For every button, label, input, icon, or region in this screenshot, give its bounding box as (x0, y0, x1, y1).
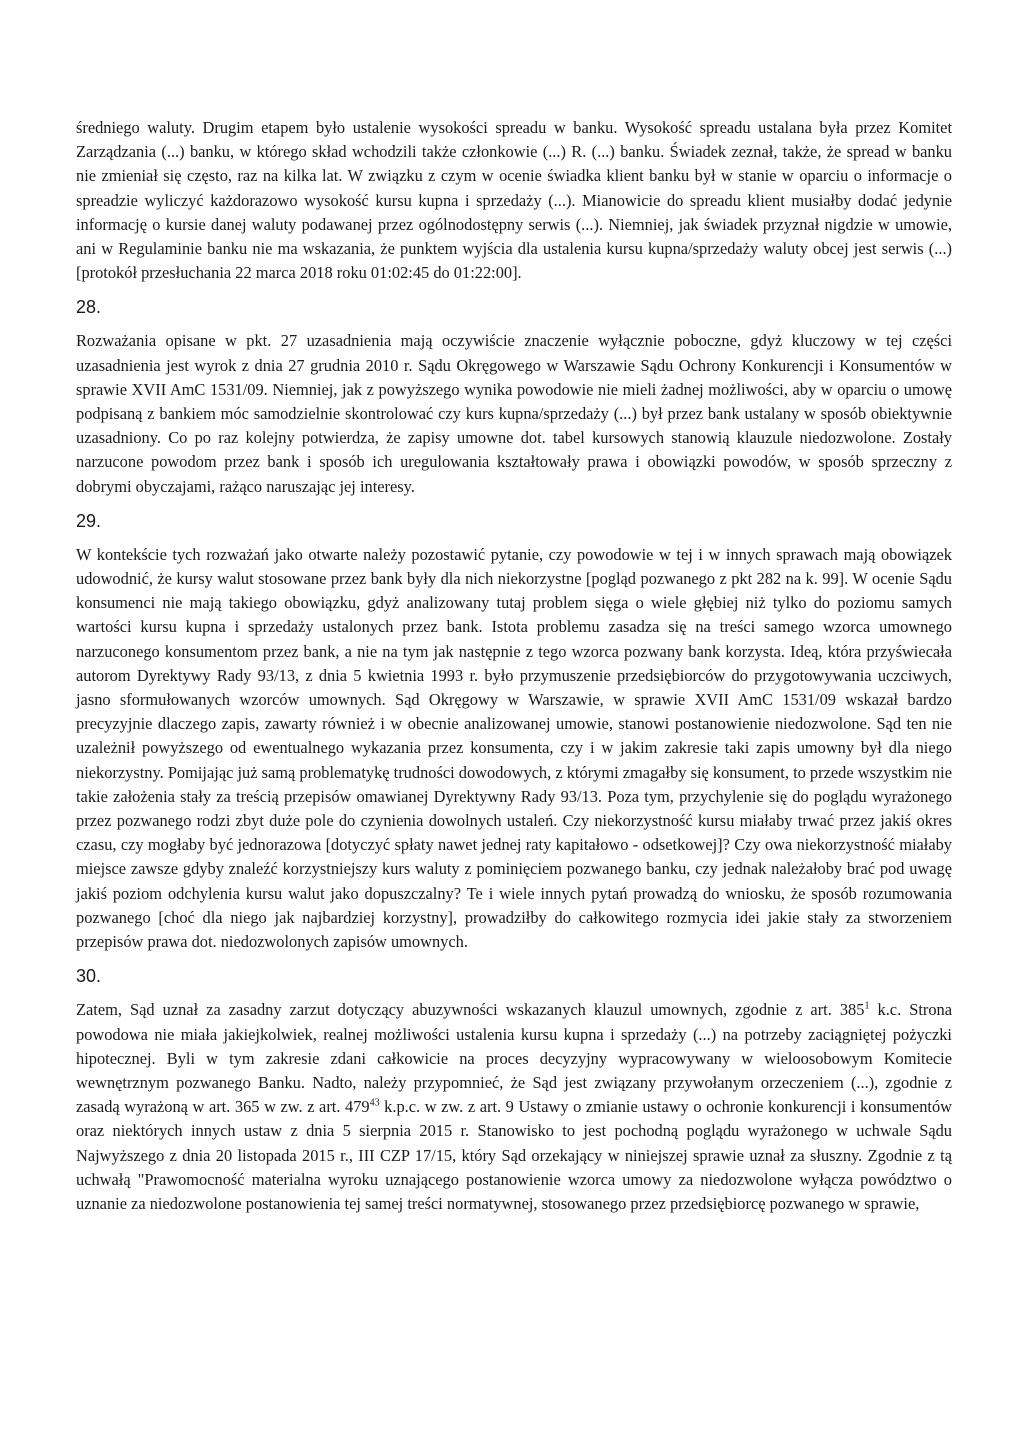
section-30-paragraph (76, 998, 952, 1216)
footnote-superscript-1: 1 (864, 1000, 870, 1012)
section-number-28: 28. (76, 297, 102, 318)
footnote-superscript-43: 43 (369, 1097, 380, 1109)
section-28-paragraph: Rozważania opisane w pkt. 27 uzasadnienia mają oczywiście znaczenie wyłącznie poboczne, gdyż kluczowy w tej części uzasadnienia jest wyrok z dnia 27 grudnia 2010 r. Sądu Okręgowego w Warszawie Sądu Ochrony Konkurencji i Konsumentów w sprawie XVII AmC 1531/09. Niemniej, jak z powyższego wynika powodowie nie mieli żadnej możliwości, aby w oparciu o umowę podpisaną z bankiem móc samodzielnie skontrolować czy kurs kupna/sprzedaży (...) był przez bank ustalany w sposób obiektywnie uzasadniony. Co po raz kolejny potwierdza, że zapisy umowne dot. tabel kursowych stanowią klauzule niedozwolone. Zostały narzucone powodom przez bank i sposób ich uregulowania kształtowały prawa i obowiązki powodów, w sposób sprzeczny z dobrymi obyczajami, rażąco naruszając jej interesy. (76, 331, 952, 496)
section-30-text-part-2: k.c. Strona powodowa nie miała jakiejkolwiek, realnej możliwości ustalenia kursu kupna i sprzedaży (...) na potrzeby zaciągniętej pożyczki hipotecznej. Byli w tym zakresie zdani całkowicie na proces decyzyjny wypracowywany w wieloosobowym Komitecie wewnętrznym pozwanego Banku. Nadto, należy przypomnieć, że Sąd jest związany przywołanym orzeczeniem (...), zgodnie z zasadą wyrażoną w art. 365 w zw. z art. 479 (76, 1000, 952, 1117)
section-number-30: 30. (76, 966, 102, 987)
section-30-text-part-1: Zatem, Sąd uznał za zasadny zarzut dotyczący abuzywności wskazanych klauzul umownych, zgodnie z art. 385 (76, 1000, 865, 1020)
section-29-paragraph: W kontekście tych rozważań jako otwarte należy pozostawić pytanie, czy powodowie w tej i w innych sprawach mają obowiązek udowodnić, że kursy walut stosowane przez bank były dla nich niekorzystne [pogląd pozwanego z pkt 282 na k. 99]. W ocenie Sądu konsumenci nie mają takiego obowiązku, gdyż analizowany tutaj problem sięga o wiele głębiej niż tylko do poziomu samych wartości kursu kupna i sprzedaży ustalonych przez bank. Istota problemu zasadza się na treści samego wzorca umownego narzuconego konsumentom przez bank, a nie na tym jak następnie z tego wzorca pozwany bank korzysta. Ideą, która przyświecała autorom Dyrektywy Rady 93/13, z dnia 5 kwietnia 1993 r. było przymuszenie przedsiębiorców do przygotowywania uczciwych, jasno sformułowanych wzorców umownych. Sąd Okręgowy w Warszawie, w sprawie XVII AmC 1531/09 wskazał bardzo precyzyjnie dlaczego zapis, zawarty również i w obecnie analizowanej umowie, stanowi postanowienie niedozwolone. Sąd ten nie uzależnił powyższego od ewentualnego wykazania przez konsumenta, czy i w jakim zakresie taki zapis umowny był dla niego niekorzystny. Pomijając już samą problematykę trudności dowodowych, z którymi zmagałby się konsument, to przede wszystkim nie takie założenia stały za treścią przepisów omawianej Dyrektywny Rady 93/13. Poza tym, przychylenie się do poglądu wyrażonego przez pozwanego rodzi zbyt duże pole do czynienia dowolnych ustaleń. Czy niekorzystność kursu miałaby trwać przez jakiś okres czasu, czy mogłaby być jednorazowa [dotyczyć spłaty nawet jednej raty kapitałowo - odsetkowej]? Czy owa niekorzystność miałaby miejsce zawsze gdyby znaleźć korzystniejszy kurs waluty z pominięciem pozwanego banku, czy jednak należałoby brać pod uwagę jakiś poziom odchylenia kursu walut jako dopuszczalny? Te i wiele innych pytań prowadzą do wniosku, że sposób rozumowania pozwanego [choć dla niego jak najbardziej korzystny], prowadziłby do całkowitego rozmycia idei jakie stały za stworzeniem przepisów prawa dot. niedozwolonych zapisów umownych. (76, 544, 952, 952)
section-number-29: 29. (76, 510, 102, 531)
document-page (76, 116, 952, 1216)
section-30-text-part-3: k.p.c. w zw. z art. 9 Ustawy o zmianie ustawy o ochronie konkurencji i konsumentów oraz niektórych innych ustaw z dnia 5 sierpnia 2015 r. Stanowisko to jest pochodną poglądu wyrażonego w uchwale Sądu Najwyższego z dnia 20 listopada 2015 r., III CZP 17/15, który Sąd orzekający w niniejszej sprawie uznał za słuszny. Zgodnie z tą uchwałą "Prawomocność materialna wyroku uznającego postanowienie wzorca umowy za niedozwolone wyłącza powództwo o uznanie za niedozwolone postanowienia tej samej treści normatywnej, stosowanego przez przedsiębiorcę pozwanego w sprawie, (76, 1097, 952, 1213)
continuation-paragraph: średniego waluty. Drugim etapem było ustalenie wysokości spreadu w banku. Wysokość spreadu ustalana była przez Komitet Zarządzania (...) banku, w którego skład wchodzili także członkowie (...) R. (...) banku. Świadek zeznał, także, że spread w banku nie zmieniał się często, raz na kilka lat. W związku z czym w ocenie świadka klient banku był w stanie w oparciu o informacje o spreadzie wyliczyć każdorazowo wysokość kursu kupna i sprzedaży (...). Mianowicie do spreadu klient musiałby dodać jedynie informację o kursie danej waluty podawanej przez ogólnodostępny serwis (...). Niemniej, jak świadek przyznał nigdzie w umowie, ani w Regulaminie banku nie ma wskazania, że punktem wyjścia dla ustalenia kursu kupna/sprzedaży waluty obcej jest serwis (...) [protokół przesłuchania 22 marca 2018 roku 01:02:45 do 01:22:00]. (76, 118, 952, 283)
